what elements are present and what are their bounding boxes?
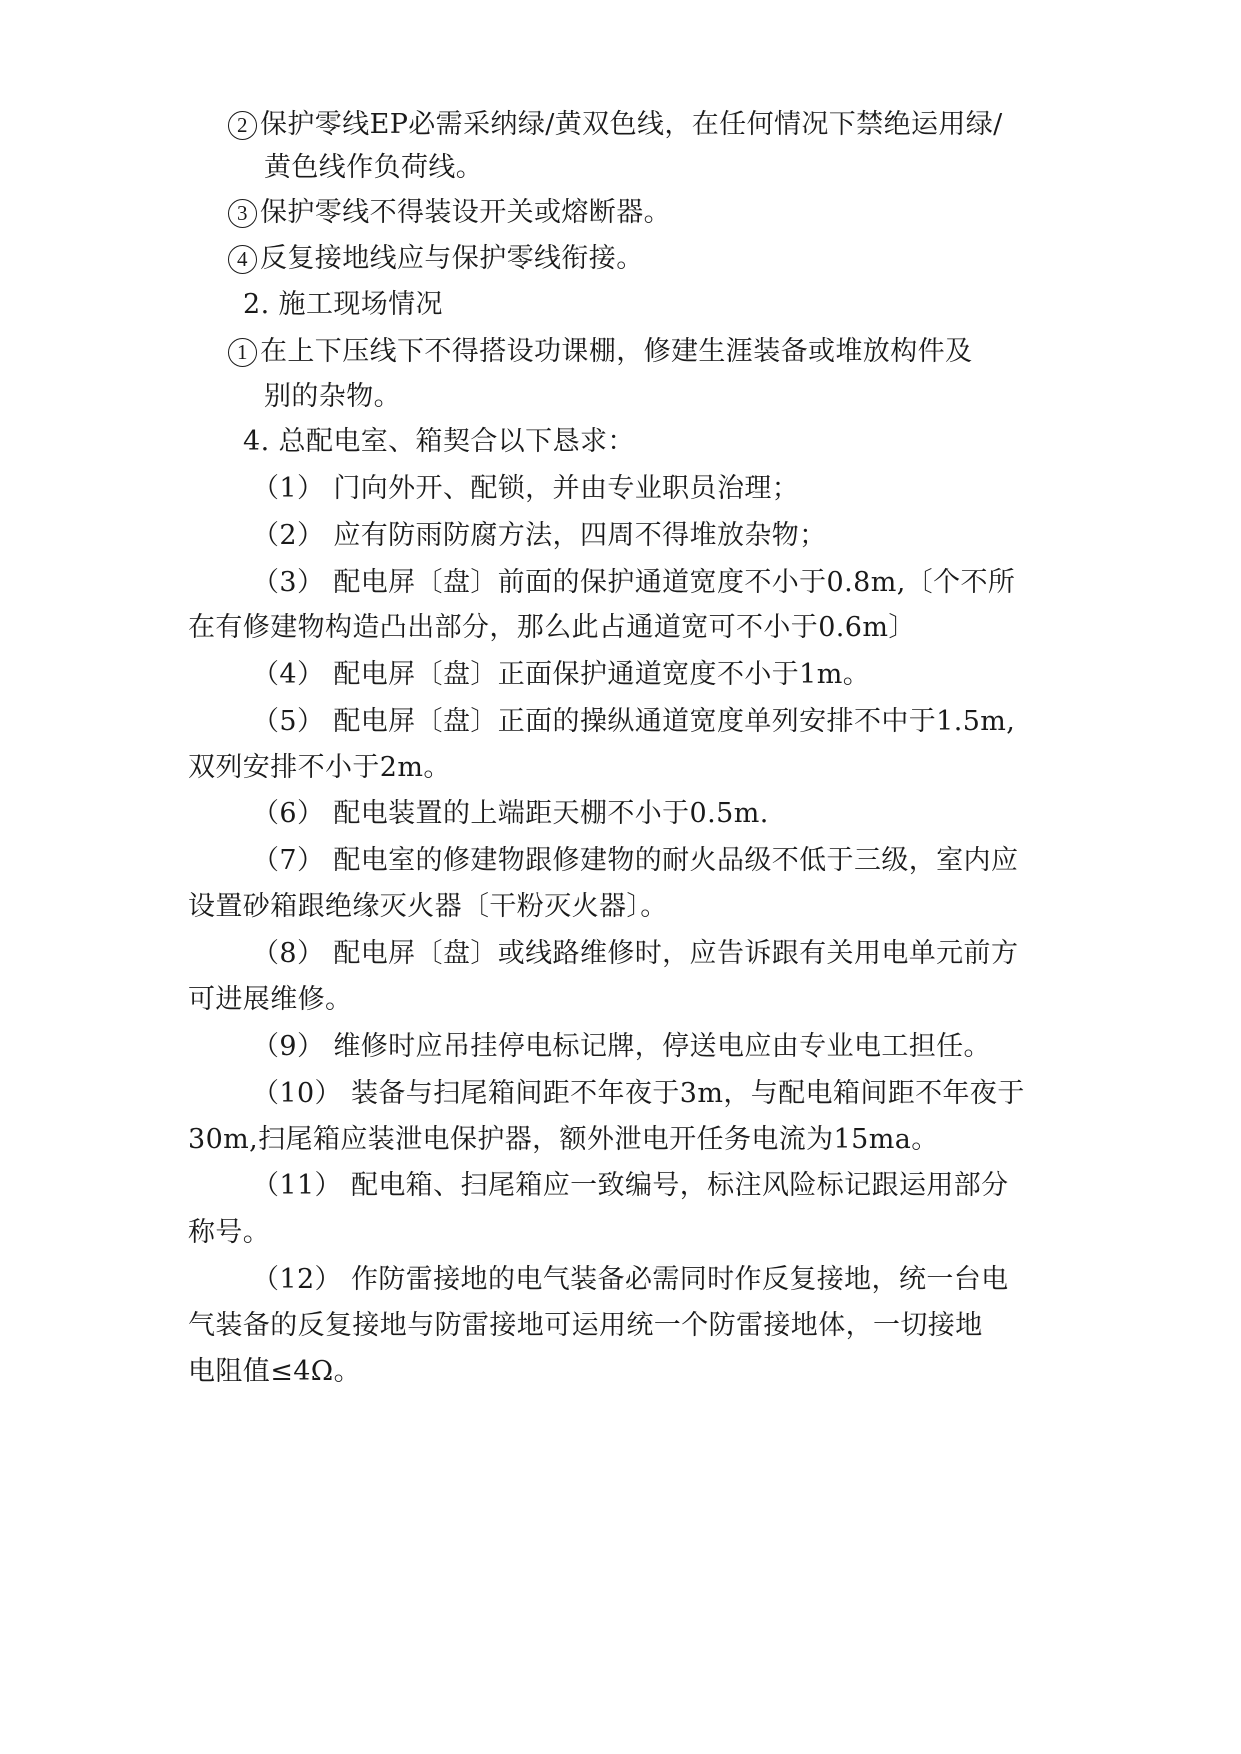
item-4 xyxy=(228,239,644,279)
room-item-8-line-1: （8） 配电屏〔盘〕或线路维修时，应告诉跟有关用电单元前方 xyxy=(252,938,1019,969)
room-item-8-line-2: 可进展维修。 xyxy=(188,984,353,1015)
room-item-5-line-2: 双列安排不小于2m。 xyxy=(188,752,451,783)
circled-number-4: 4 xyxy=(228,245,257,274)
item-4-text: 反复接地线应与保护零线衔接。 xyxy=(260,243,644,274)
item-2-text: 保护零线EP必需采纳绿/黄双色线，在任何情况下禁绝运用绿/ xyxy=(260,109,1003,140)
room-item-4: （4） 配电屏〔盘〕正面保护通道宽度不小于1m。 xyxy=(252,659,871,690)
room-item-3-line-1: （3） 配电屏〔盘〕前面的保护通道宽度不小于0.8m,〔个不所 xyxy=(252,567,1016,598)
room-item-3-line-2: 在有修建物构造凸出部分，那么此占通道宽可不小于0.6m〕 xyxy=(188,612,916,643)
room-item-6: （6） 配电装置的上端距天棚不小于0.5m. xyxy=(252,798,769,829)
item-2-line-2: 黄色线作负荷线。 xyxy=(264,152,484,183)
site-item-1-text: 在上下压线下不得搭设功课棚，修建生涯装备或堆放构件及 xyxy=(260,336,973,367)
room-item-11-line-1: （11） 配电箱、扫尾箱应一致编号，标注风险标记跟运用部分 xyxy=(252,1170,1009,1201)
room-item-2: （2） 应有防雨防腐方法，四周不得堆放杂物； xyxy=(252,520,827,551)
room-item-9: （9） 维修时应吊挂停电标记牌，停送电应由专业电工担任。 xyxy=(252,1031,991,1062)
room-item-12-line-1: （12） 作防雷接地的电气装备必需同时作反复接地，统一台电 xyxy=(252,1264,1009,1295)
room-item-12-line-2: 气装备的反复接地与防雷接地可运用统一个防雷接地体，一切接地 xyxy=(188,1310,983,1341)
site-item-1-line-2: 别的杂物。 xyxy=(264,381,401,412)
item-2-line-1 xyxy=(228,105,1003,145)
circled-number-2: 2 xyxy=(228,111,257,140)
room-item-7-line-1: （7） 配电室的修建物跟修建物的耐火品级不低于三级，室内应 xyxy=(252,845,1019,876)
circled-number-1: 1 xyxy=(228,338,257,367)
room-item-10-line-1: （10） 装备与扫尾箱间距不年夜于3m，与配电箱间距不年夜于 xyxy=(252,1078,1025,1109)
item-3-text: 保护零线不得装设开关或熔断器。 xyxy=(260,197,671,228)
site-item-1-line-1 xyxy=(228,332,972,372)
item-3 xyxy=(228,193,671,233)
room-item-7-line-2: 设置砂箱跟绝缘灭火器〔干粉灭火器〕。 xyxy=(188,891,668,922)
circled-number-3: 3 xyxy=(228,199,257,228)
room-item-12-line-3: 电阻值≤4Ω。 xyxy=(188,1356,361,1387)
room-item-5-line-1: （5） 配电屏〔盘〕正面的操纵通道宽度单列安排不中于1.5m, xyxy=(252,706,1016,737)
section-heading-room: 4. 总配电室、箱契合以下恳求： xyxy=(243,426,635,457)
room-item-10-line-2: 30m,扫尾箱应装泄电保护器，额外泄电开任务电流为15ma。 xyxy=(188,1124,939,1155)
section-heading-site: 2. 施工现场情况 xyxy=(243,289,443,320)
room-item-1: （1） 门向外开、配锁，并由专业职员治理； xyxy=(252,473,800,504)
room-item-11-line-2: 称号。 xyxy=(188,1217,271,1248)
